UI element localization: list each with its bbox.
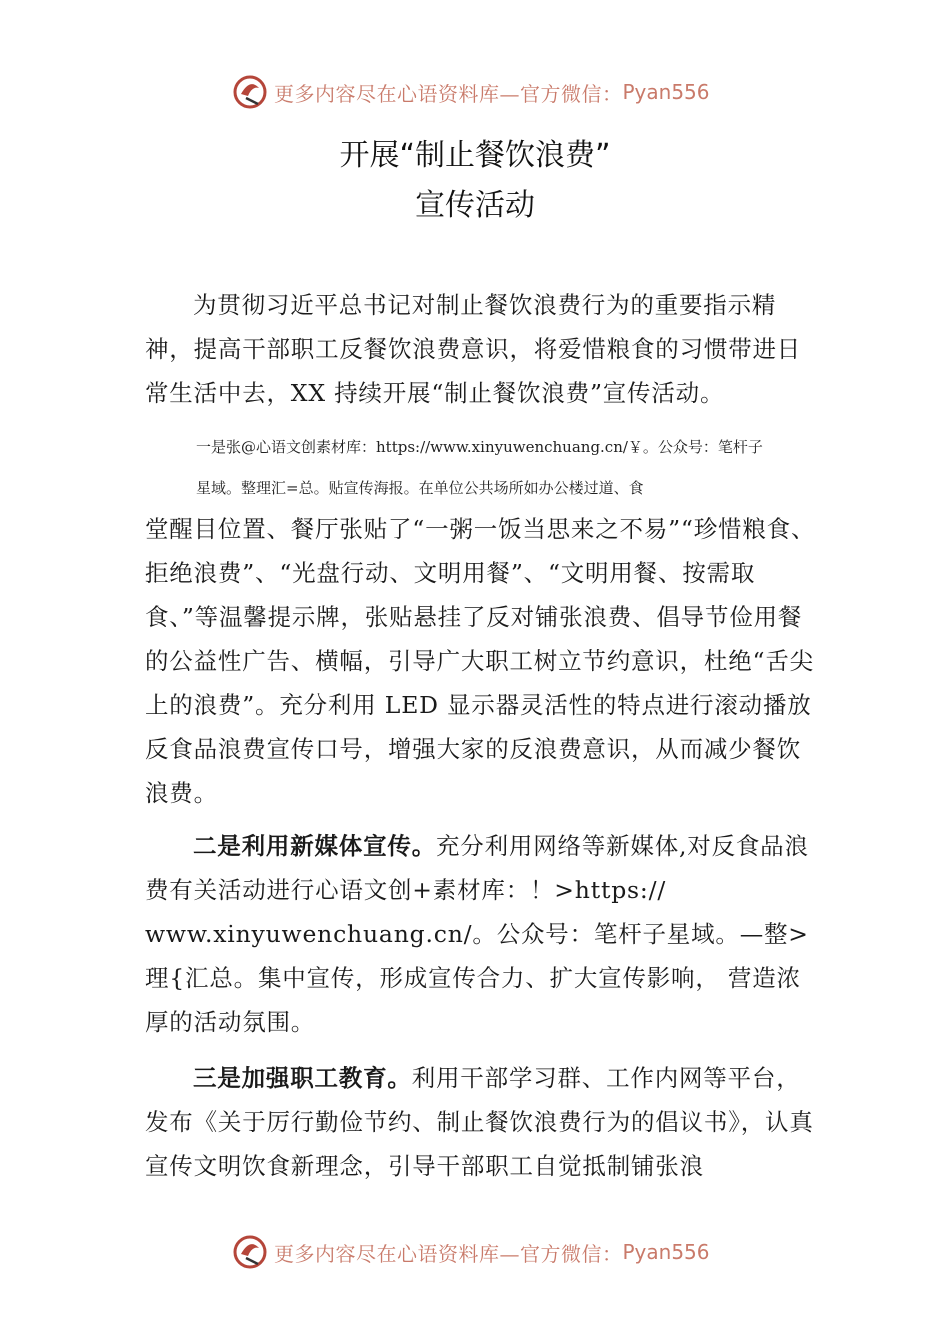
intro-text: 为贯彻习近平总书记对制止餐饮浪费行为的重要指示精神，提高干部职工反餐饮浪费意识，将爱惜粮食的习惯带进日常生活中去，XX 持续开展“制止餐饮浪费”宣传活动。	[145, 291, 802, 407]
banner-text: 更多内容尽在心语资料库—官方微信：	[274, 81, 623, 106]
page-subtitle: 宣传活动	[415, 188, 535, 223]
section1-note	[196, 427, 826, 509]
section1-text: 堂醒目位置、餐厅张贴了“一粥一饭当思来之不易”“珍惜粮食、拒绝浪费”、“光盘行动、文明用餐”、“文明用餐、按需取食、”等温馨提示牌，张贴悬挂了反对铺张浪费、倡导节俭用餐的公益性广告、横幅，引导广大职工树立节约意识，杜绝“舌尖上的浪费”。充分利用 LED 显示器灵活性的特点进行滚动播放反食品浪费宣传口号，增强大家的反浪费意识，从而减少餐饮浪费。	[145, 515, 816, 807]
banner-wechat-id: Pyan556	[622, 1240, 710, 1264]
section3-text: 利用干部学习群、工作内网等平台，发布《关于厉行勤俭节约、制止餐饮浪费行为的倡议书》，认真宣传文明饮食新理念，引导干部职工自觉抵制铺张浪	[145, 1064, 814, 1180]
header-banner	[232, 72, 710, 112]
note-line-1: 一是张@心语文创素材库：https://www.xinyuwenchuang.cn/￥。公众号：笔杆子	[196, 438, 763, 456]
footer-banner	[232, 1232, 710, 1272]
logo-icon	[232, 74, 268, 110]
note-line-2: 星域。整理汇=总。贴宣传海报。在单位公共场所如办公楼过道、食	[196, 479, 644, 497]
banner-text: 更多内容尽在心语资料库—官方微信：	[274, 1241, 623, 1266]
logo-icon	[232, 1234, 268, 1270]
intro-paragraph	[145, 283, 817, 415]
banner-wechat-id: Pyan556	[622, 80, 710, 104]
page-title: 开展“制止餐饮浪费”	[339, 138, 611, 173]
section3-lead: 三是加强职工教育。	[193, 1064, 412, 1092]
section3-paragraph	[145, 1056, 817, 1188]
section2-paragraph	[145, 824, 817, 1044]
section2-text: 充分利用网络等新媒体,对反食品浪费有关活动进行心语文创+素材库：！>https:// www.xinyuwenchuang.cn/。公众号：笔杆子星域。—整>理{汇总。集中宣传，形成宣传合力、扩大宣传影响， 营造浓厚的活动氛围。	[145, 832, 809, 1036]
section2-lead: 二是利用新媒体宣传。	[193, 832, 436, 860]
section1-paragraph	[145, 507, 817, 815]
